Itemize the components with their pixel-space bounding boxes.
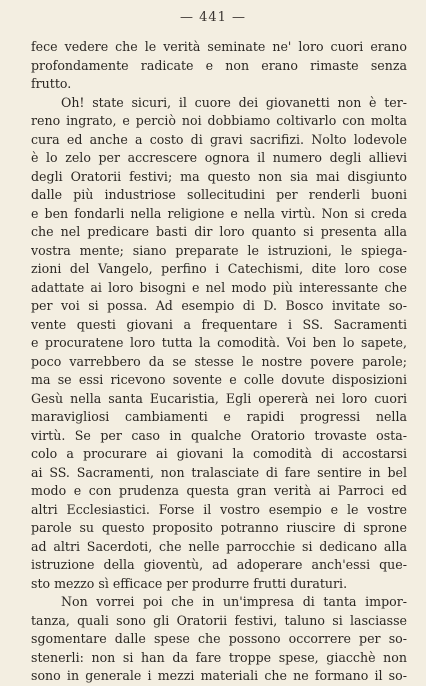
text-line: dalle più industriose sollecitudini per renderli buoni — [31, 187, 407, 202]
text-line: e ben fondarli nella religione e nella virtù. Non si creda — [31, 205, 407, 221]
text-line: cura ed anche a costo di gravi sacrifizi. Nolto lodevole — [31, 131, 407, 147]
text-line: modo e con prudenza questa gran verità ai Parroci ed — [31, 483, 407, 498]
text-line: vente questi giovani a frequentare i SS. Sacramenti — [31, 316, 407, 332]
text-line: sono in generale i mezzi materiali che ne formano il so- — [31, 668, 407, 683]
text-line: reno ingrato, e perciò noi dobbiamo coltivarlo con molta — [31, 113, 407, 128]
text-line: adattate ai loro bisogni e nel modo più interessante che — [31, 279, 407, 295]
text-line: parole su questo proposito potranno riuscire di sprone — [31, 520, 407, 535]
text-line: altri Ecclesiastici. Forse il vostro esempio e le vostre — [31, 501, 407, 517]
text-line: vostra mente; siano preparate le istruzioni, le spiega- — [31, 242, 407, 258]
text-line: tanza, quali sono gli Oratorii festivi, taluno si lasciasse — [31, 612, 407, 628]
text-line: per voi si possa. Ad esempio di D. Bosco invitate so- — [31, 298, 407, 313]
text-line: che nel predicare basti dir loro quanto si presenta alla — [31, 224, 407, 239]
text-line: colo a procurare ai giovani la comodità di accostarsi — [31, 446, 407, 461]
page-number: — 441 — — [179, 10, 247, 25]
text-line: profondamente radicate e non erano rimaste senza — [31, 57, 407, 73]
text-line: maravigliosi cambiamenti e rapidi progressi nella — [31, 409, 407, 424]
text-line: ad altri Sacerdoti, che nelle parrocchie si dedicano alla — [31, 538, 407, 554]
text-line: e procuratene loro tutta la comodità. Voi ben lo sapete, — [31, 335, 407, 350]
text-line: fece vedere che le verità seminate ne' loro cuori erano — [31, 39, 407, 54]
text-line: degli Oratorii festivi; ma questo non sia mai disgiunto — [31, 168, 407, 184]
text-line: ma se essi ricevono sovente e colle dovute disposizioni — [31, 372, 407, 387]
text-line: stenerli: non si han da fare troppe spese, giacchè non — [31, 649, 407, 665]
text-line: Non vorrei poi che in un'impresa di tanta impor- — [61, 594, 407, 609]
text-line: ai SS. Sacramenti, non tralasciate di fare sentire in bel — [31, 464, 407, 480]
text-line: Oh! state sicuri, il cuore dei giovanetti non è ter- — [61, 94, 407, 110]
text-line: è lo zelo per accrescere ognora il numero degli allievi — [31, 150, 407, 165]
text-line: sto mezzo sì efficace per produrre frutti duraturi. — [31, 575, 348, 591]
text-line: frutto. — [31, 76, 72, 91]
text-line: istruzione della gioventù, ad adoperare anch'essi que- — [31, 557, 407, 572]
text-line: virtù. Se per caso in qualche Oratorio trovaste osta- — [31, 427, 407, 443]
text-line: sgomentare dalle spese che possono occorrere per so- — [31, 631, 407, 646]
body-text — [31, 38, 407, 686]
text-line: poco varrebbero da se stesse le nostre povere parole; — [31, 353, 407, 369]
text-line: Gesù nella santa Eucaristia, Egli opererà nei loro cuori — [31, 390, 407, 406]
text-line: zioni del Vangelo, perfino i Catechismi, dite loro cose — [31, 261, 407, 276]
